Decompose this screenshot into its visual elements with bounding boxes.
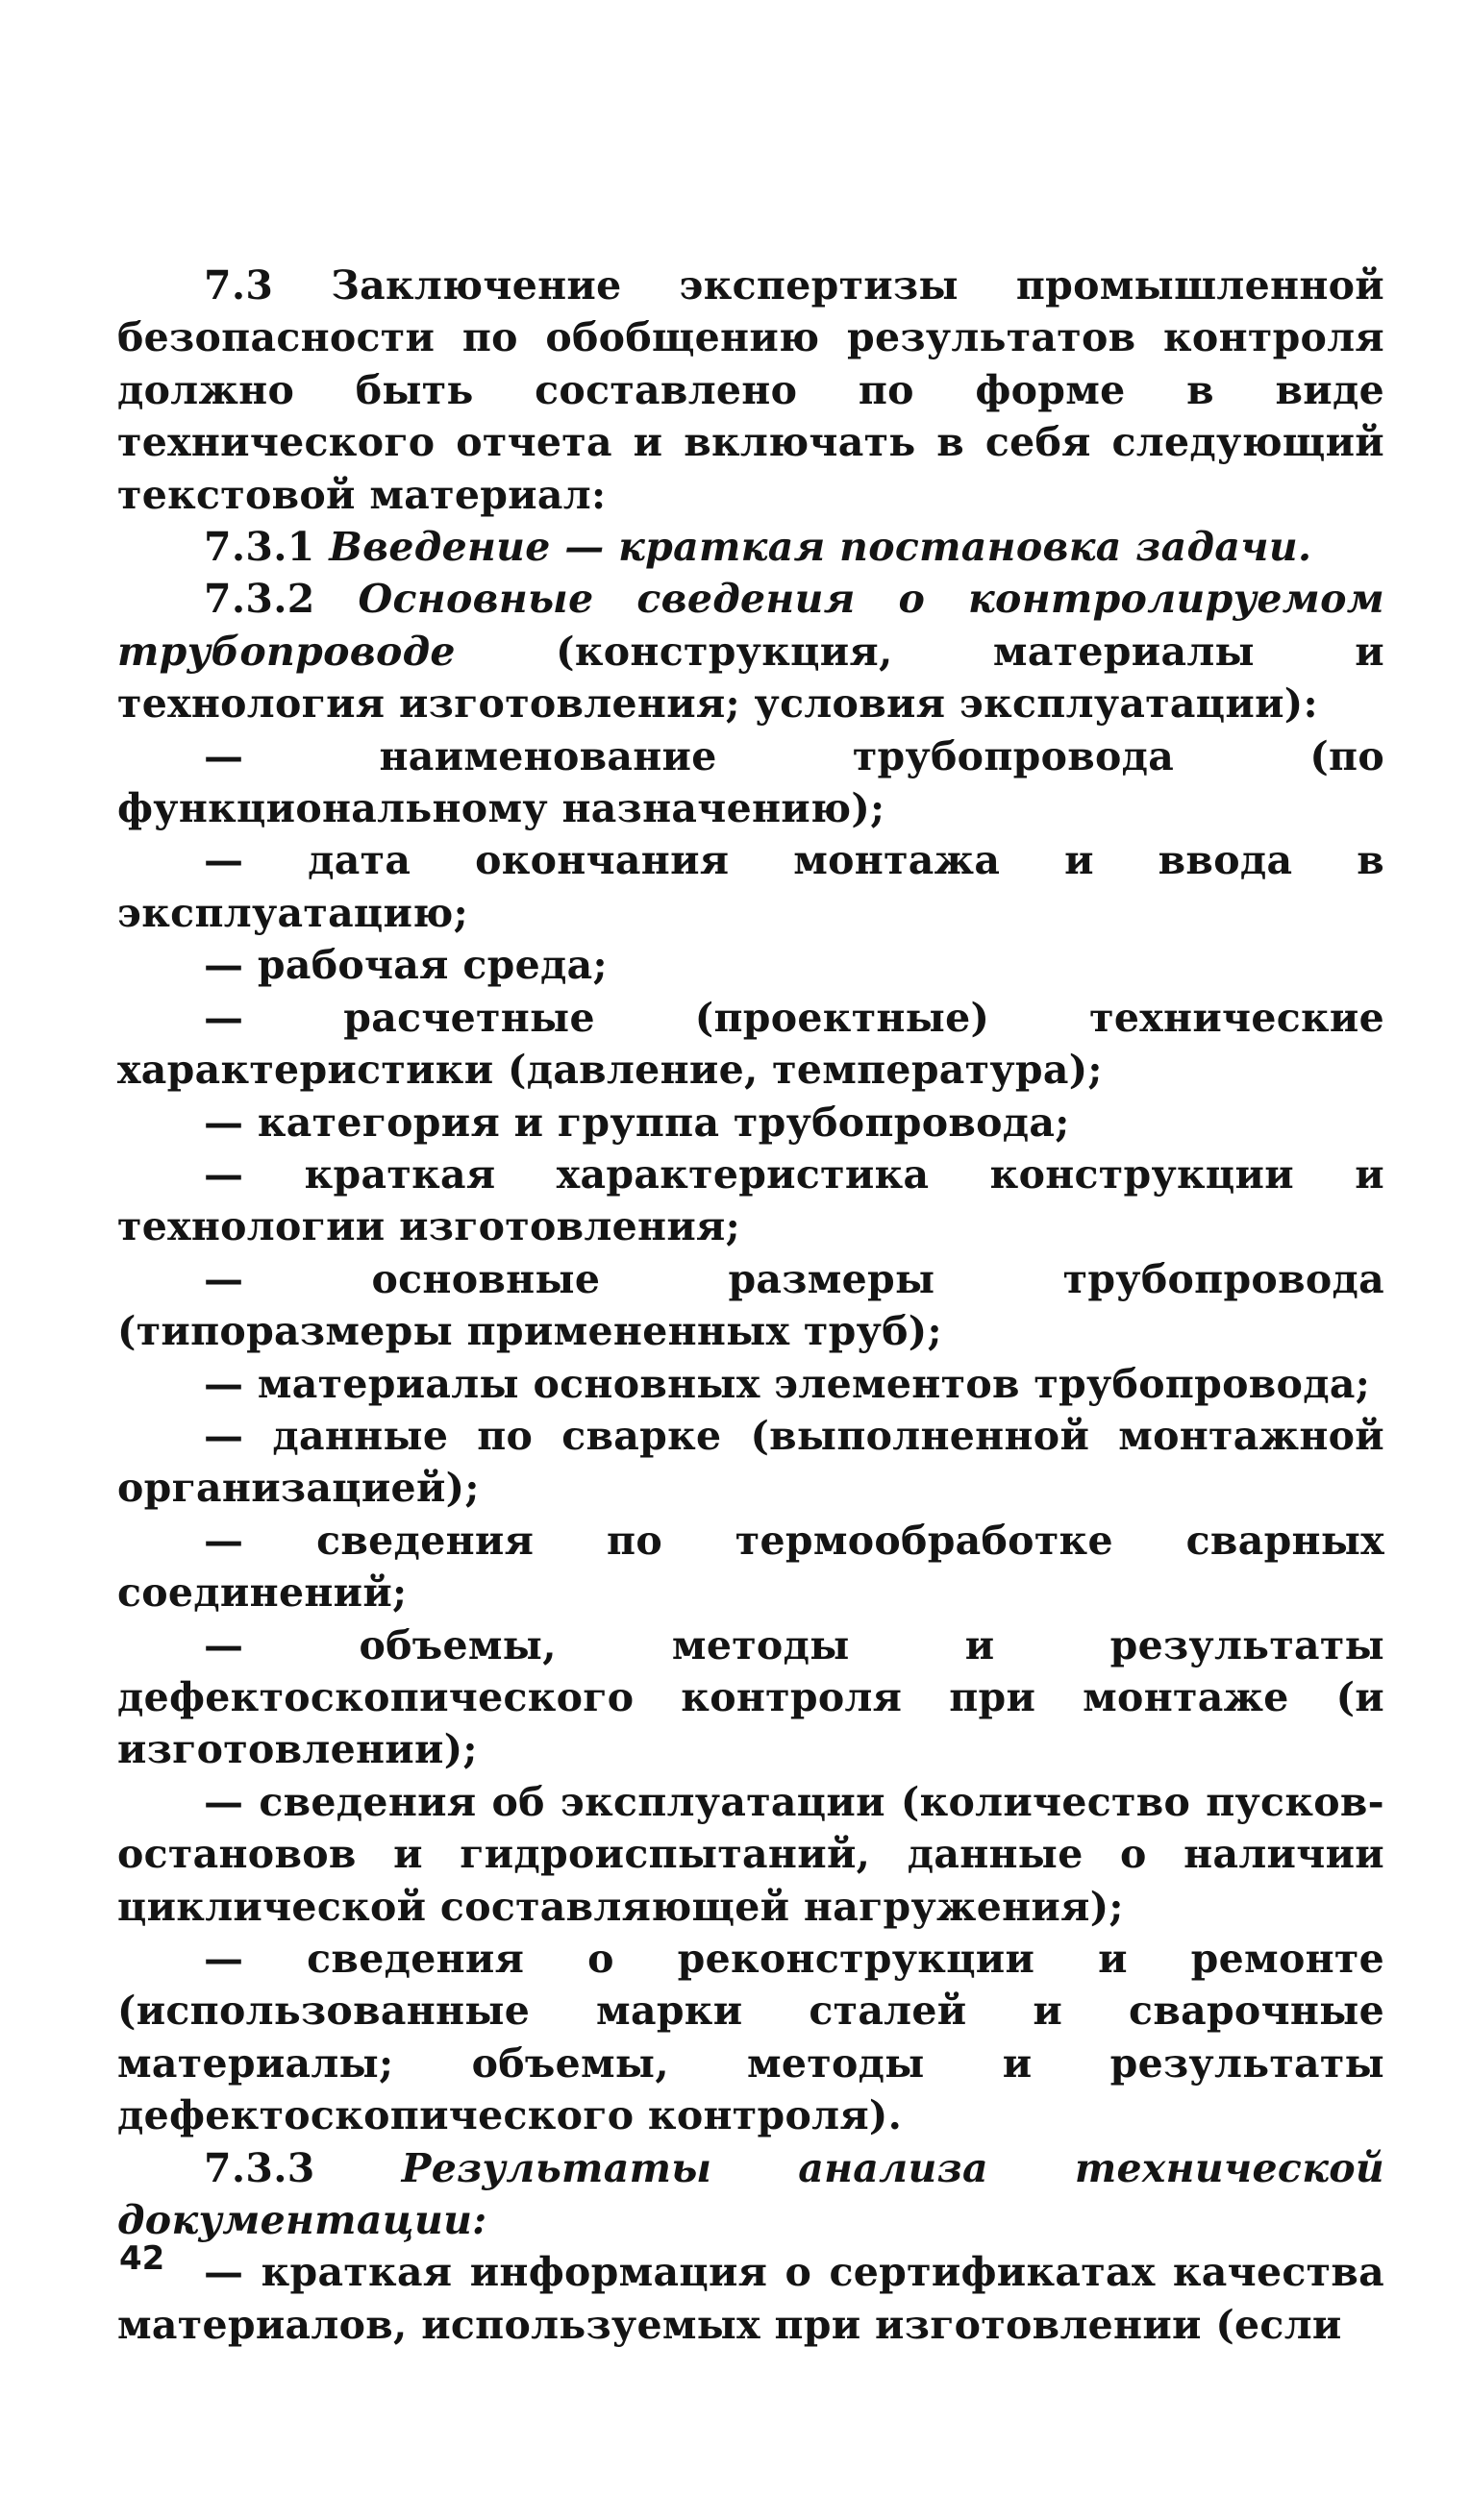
list-item: — сведения об эксплуатации (количество пусков-остановов и гидроиспытаний, данные о наличии циклической составляющей нагружения); — [117, 1778, 1384, 1930]
list-item: — основные размеры трубопровода (типоразмеры примененных труб); — [117, 1255, 1384, 1355]
list-item: — объемы, методы и результаты дефектоскопического контроля при монтаже (и изготовлении); — [117, 1621, 1384, 1773]
section-title-7-3-2: Основные сведения о контролируемом трубопроводе — [117, 576, 1384, 675]
section-number-7-3-1: 7.3.1 — [204, 524, 315, 571]
paragraph-7-3-1 — [117, 521, 1384, 573]
section-title-7-3-1: Введение — краткая постановка задачи. — [329, 524, 1312, 571]
section-number-7-3-2: 7.3.2 — [204, 576, 315, 623]
list-item: — категория и группа трубопровода; — [204, 1099, 1070, 1146]
list-item: — дата окончания монтажа и ввода в эксплуатацию; — [117, 837, 1384, 936]
list-item: — материалы основных элементов трубопровода; — [204, 1360, 1371, 1407]
list-item: — сведения о реконструкции и ремонте (использованные марки сталей и сварочные материалы; объемы, методы и результаты дефектоскопического контроля). — [117, 1936, 1384, 2139]
paragraph-7-3-3 — [117, 2142, 1384, 2247]
paragraph-7-3-2 — [117, 573, 1384, 729]
list-item: — наименование трубопровода (по функциональному назначению); — [117, 732, 1384, 832]
paragraph-7-3: 7.3 Заключение экспертизы промышленной безопасности по обобщению результатов контроля должно быть составлено по форме в виде технического отчета и включать в себя следующий текстовой материал: — [117, 262, 1384, 518]
section-text-7-3-2: (конструкция, материалы и технология изготовления; условия эксплуатации): — [117, 628, 1384, 728]
section-title-7-3-3: Результаты анализа технической документации: — [117, 2144, 1384, 2244]
list-item: — краткая характеристика конструкции и технологии изготовления; — [117, 1150, 1384, 1250]
list-item: — расчетные (проектные) технические характеристики (давление, температура); — [117, 994, 1384, 1094]
section-number-7-3-3: 7.3.3 — [204, 2144, 315, 2191]
list-item: — сведения по термообработке сварных соединений; — [117, 1517, 1384, 1617]
list-item: — данные по сварке (выполненной монтажной организацией); — [117, 1412, 1384, 1512]
list-item: — рабочая среда; — [204, 942, 608, 989]
page-number: 42 — [119, 2239, 165, 2278]
document-page — [117, 259, 1384, 2351]
list-item: — краткая информация о сертификатах качества материалов, используемых при изготовлении (если — [117, 2249, 1384, 2348]
